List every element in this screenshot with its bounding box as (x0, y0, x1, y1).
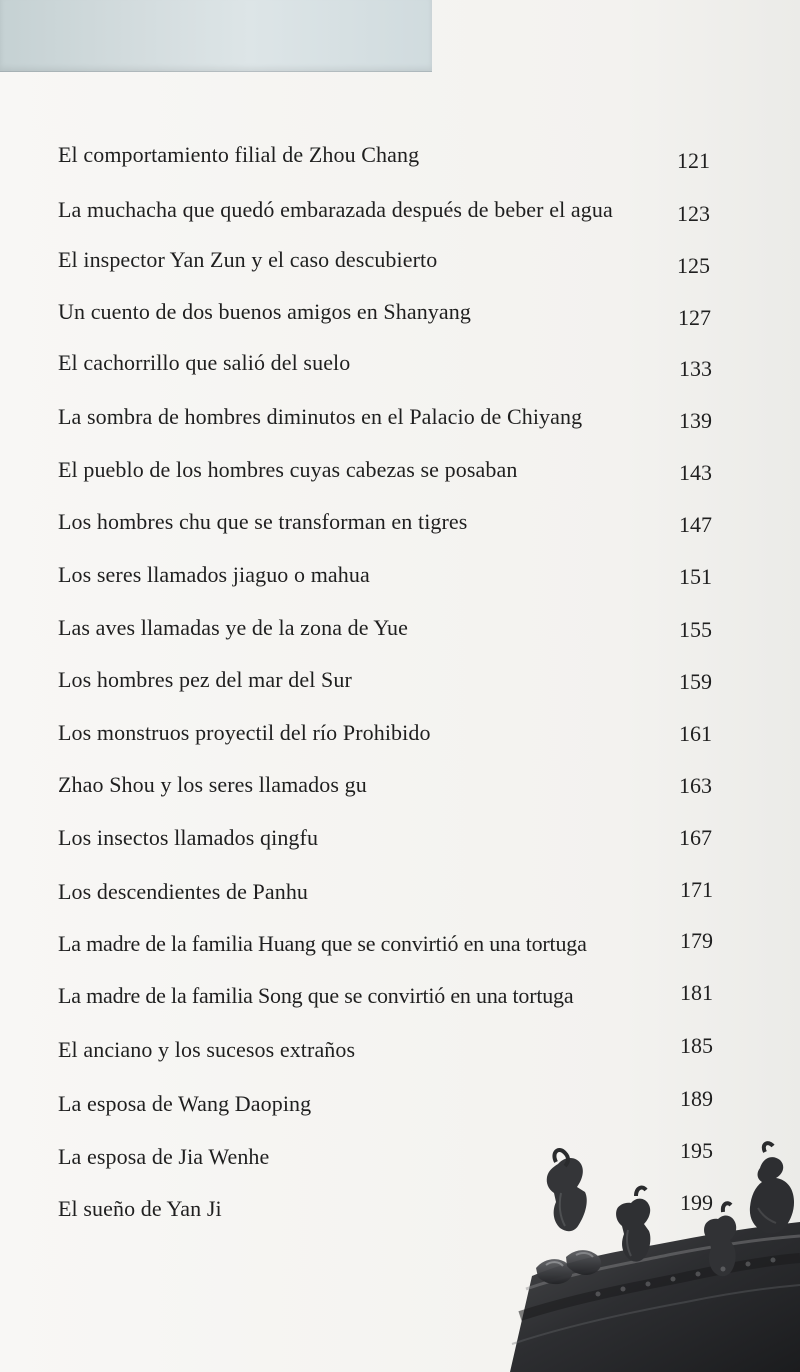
toc-entry-title: El pueblo de los hombres cuyas cabezas se posaban (58, 457, 518, 482)
toc-entry-page: 195 (680, 1138, 713, 1163)
toc-entry (0, 765, 800, 805)
toc-entry-page: 199 (680, 1190, 713, 1215)
toc-entry-title: El comportamiento filial de Zhou Chang (58, 142, 420, 167)
toc-entry-page: 125 (677, 253, 710, 278)
toc-entry-title: Los seres llamados jiaguo o mahua (58, 562, 370, 587)
toc-entry-page: 163 (679, 773, 712, 798)
toc-entry-title: La muchacha que quedó embarazada después de beber el agua (58, 197, 613, 222)
toc-entry-page: 185 (680, 1033, 713, 1058)
toc-entry (0, 292, 800, 332)
toc-entry-page: 127 (678, 305, 711, 330)
toc-entry-title: La madre de la familia Song que se convirtió en una tortuga (58, 983, 574, 1008)
toc-entry (0, 818, 800, 858)
toc-entry-page: 147 (679, 512, 712, 537)
toc-entry-title: La madre de la familia Huang que se convirtió en una tortuga (58, 931, 587, 956)
toc-entry (0, 240, 800, 280)
toc-entry-title: Un cuento de dos buenos amigos en Shanyang (58, 299, 471, 324)
toc-entry-page: 161 (679, 721, 712, 746)
roof-ornament-illustration (510, 1140, 800, 1372)
toc-entry (0, 976, 800, 1016)
toc-entry-page: 181 (680, 980, 713, 1005)
toc-entry (0, 343, 800, 383)
toc-entry-title: Los monstruos proyectil del río Prohibido (58, 720, 431, 745)
toc-entry (0, 608, 800, 648)
toc-entry-title: El cachorrillo que salió del suelo (58, 350, 351, 375)
toc-entry-title: El inspector Yan Zun y el caso descubierto (58, 247, 438, 272)
toc-entry-title: La sombra de hombres diminutos en el Palacio de Chiyang (58, 404, 583, 429)
toc-entry-title: Los descendientes de Panhu (58, 879, 309, 904)
toc-entry-title: El anciano y los sucesos extraños (58, 1037, 356, 1062)
toc-entry-page: 179 (680, 928, 713, 953)
toc-entry-title: La esposa de Wang Daoping (58, 1091, 312, 1116)
toc-entry (0, 135, 800, 175)
toc-entry (0, 713, 800, 753)
toc-entry-title: Los insectos llamados qingfu (58, 825, 319, 850)
toc-entry-page: 167 (679, 825, 712, 850)
toc-entry (0, 397, 800, 437)
toc-entry-page: 139 (679, 408, 712, 433)
toc-entry-title: El sueño de Yan Ji (58, 1196, 222, 1221)
toc-entry-title: Los hombres chu que se transforman en tigres (58, 509, 468, 534)
toc-entry-page: 171 (680, 877, 713, 902)
toc-entry (0, 924, 800, 964)
toc-entry-title: Las aves llamadas ye de la zona de Yue (58, 615, 408, 640)
toc-entry-title: Zhao Shou y los seres llamados gu (58, 772, 367, 797)
toc-entry-page: 143 (679, 460, 712, 485)
toc-entry-page: 189 (680, 1086, 713, 1111)
toc-entry (0, 872, 800, 912)
toc-entry-page: 133 (679, 356, 712, 381)
toc-entry (0, 502, 800, 542)
toc-entry-page: 159 (679, 669, 712, 694)
toc-entry-page: 121 (677, 148, 710, 173)
toc-entry (0, 190, 800, 230)
toc-entry (0, 1084, 800, 1124)
toc-entry-title: La esposa de Jia Wenhe (58, 1144, 270, 1169)
toc-entry-page: 123 (677, 201, 710, 226)
toc-entry-page: 151 (679, 564, 712, 589)
toc-entry (0, 450, 800, 490)
toc-entry-page: 155 (679, 617, 712, 642)
toc-entry (0, 555, 800, 595)
toc-entry (0, 1030, 800, 1070)
toc-entry-title: Los hombres pez del mar del Sur (58, 667, 352, 692)
toc-entry (0, 660, 800, 700)
